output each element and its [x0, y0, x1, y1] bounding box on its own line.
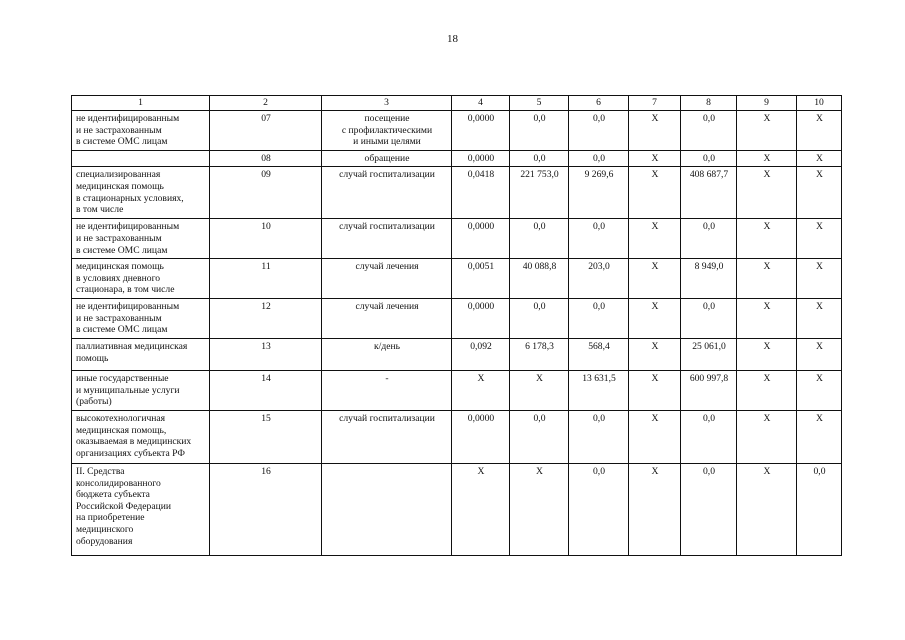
value-cell-10: Х	[797, 219, 842, 259]
row-label-line: паллиативная медицинская	[76, 340, 188, 352]
row-label-line: на приобретение	[76, 512, 145, 524]
row-code: 07	[210, 111, 322, 151]
unit-cell	[322, 150, 452, 167]
table-row	[72, 259, 842, 299]
value-cell-9: Х	[737, 167, 797, 219]
value-cell-10: Х	[797, 259, 842, 299]
unit-cell-line: посещение	[364, 113, 410, 124]
unit-cell-line: -	[385, 372, 389, 384]
row-code: 11	[210, 259, 322, 299]
row-label-line: помощь	[76, 352, 109, 364]
header-cell: 3	[322, 96, 452, 111]
row-label-line: организациях субъекта РФ	[76, 447, 185, 459]
value-cell-10: Х	[797, 299, 842, 339]
value-cell-10: Х	[797, 370, 842, 410]
value-cell-8: 25 061,0	[681, 338, 737, 370]
value-cell-5: 0,0	[510, 111, 569, 151]
header-cell: 2	[210, 96, 322, 111]
value-cell-4: 0,0000	[452, 299, 510, 339]
value-cell-4: 0,0000	[452, 150, 510, 167]
value-cell-6: 0,0	[569, 410, 629, 463]
table-row	[72, 150, 842, 167]
value-cell-10: Х	[797, 338, 842, 370]
row-label-line: медицинская помощь	[76, 180, 164, 192]
value-cell-7: Х	[629, 167, 681, 219]
value-cell-5: Х	[510, 370, 569, 410]
unit-cell-line: случай госпитализации	[339, 169, 435, 181]
row-label-line: в системе ОМС лицам	[76, 136, 168, 148]
row-label-line: медицинская помощь,	[76, 424, 167, 436]
value-cell-7: Х	[629, 410, 681, 463]
value-cell-9: Х	[737, 299, 797, 339]
unit-cell-line: случай лечения	[355, 301, 419, 313]
value-cell-7: Х	[629, 150, 681, 167]
row-label-line: не идентифицированным	[76, 301, 180, 313]
value-cell-4: 0,092	[452, 338, 510, 370]
value-cell-5: 0,0	[510, 410, 569, 463]
unit-cell-line: к/день	[374, 340, 400, 352]
row-label-line: в стационарных условиях,	[76, 192, 184, 204]
value-cell-4: Х	[452, 463, 510, 555]
row-label-line: в том числе	[76, 204, 124, 216]
row-label-line: в системе ОМС лицам	[76, 324, 168, 336]
value-cell-9: Х	[737, 370, 797, 410]
row-code: 13	[210, 338, 322, 370]
table-row	[72, 167, 842, 219]
row-label-line: иные государственные	[76, 372, 169, 384]
header-cell: 7	[629, 96, 681, 111]
value-cell-7: Х	[629, 463, 681, 555]
row-label	[72, 167, 210, 219]
unit-cell	[322, 370, 452, 410]
unit-cell	[322, 299, 452, 339]
value-cell-6: 0,0	[569, 219, 629, 259]
row-label	[72, 370, 210, 410]
unit-cell	[322, 167, 452, 219]
row-label-line: и муниципальные услуги	[76, 384, 180, 396]
row-label-line: бюджета субъекта	[76, 489, 150, 501]
header-cell: 8	[681, 96, 737, 111]
value-cell-9: Х	[737, 410, 797, 463]
row-label	[72, 150, 210, 167]
row-code: 10	[210, 219, 322, 259]
value-cell-8: 0,0	[681, 111, 737, 151]
value-cell-6: 9 269,6	[569, 167, 629, 219]
row-label-line: оборудования	[76, 535, 133, 547]
value-cell-10: Х	[797, 111, 842, 151]
row-label	[72, 219, 210, 259]
value-cell-9: Х	[737, 219, 797, 259]
header-row	[72, 96, 842, 111]
value-cell-5: Х	[510, 463, 569, 555]
value-cell-8: 0,0	[681, 299, 737, 339]
value-cell-7: Х	[629, 299, 681, 339]
value-cell-5: 0,0	[510, 150, 569, 167]
row-label-line: и не застрахованным	[76, 232, 162, 244]
value-cell-4: 0,0051	[452, 259, 510, 299]
row-code: 14	[210, 370, 322, 410]
value-cell-8: 0,0	[681, 219, 737, 259]
value-cell-4: 0,0418	[452, 167, 510, 219]
value-cell-9: Х	[737, 463, 797, 555]
unit-cell-line: и иными целями	[353, 136, 421, 148]
value-cell-5: 221 753,0	[510, 167, 569, 219]
unit-cell	[322, 111, 452, 151]
row-label-line: стационара, в том числе	[76, 284, 175, 296]
value-cell-4: 0,0000	[452, 410, 510, 463]
value-cell-7: Х	[629, 370, 681, 410]
row-label-line: и не застрахованным	[76, 124, 162, 136]
value-cell-8: 8 949,0	[681, 259, 737, 299]
table-row	[72, 299, 842, 339]
unit-cell	[322, 463, 452, 555]
row-label-line: в системе ОМС лицам	[76, 244, 168, 256]
row-label	[72, 410, 210, 463]
value-cell-6: 203,0	[569, 259, 629, 299]
header-cell: 9	[737, 96, 797, 111]
value-cell-10: 0,0	[797, 463, 842, 555]
value-cell-6: 0,0	[569, 463, 629, 555]
row-label-line: специализированная	[76, 169, 161, 181]
row-code: 09	[210, 167, 322, 219]
value-cell-7: Х	[629, 111, 681, 151]
value-cell-5: 0,0	[510, 219, 569, 259]
value-cell-9: Х	[737, 111, 797, 151]
unit-cell-line: обращение	[364, 152, 410, 164]
value-cell-4: Х	[452, 370, 510, 410]
value-cell-6: 0,0	[569, 299, 629, 339]
row-label-line: не идентифицированным	[76, 221, 180, 233]
value-cell-10: Х	[797, 150, 842, 167]
value-cell-8: 0,0	[681, 463, 737, 555]
value-cell-4: 0,0000	[452, 219, 510, 259]
table-row	[72, 338, 842, 370]
row-label-line: в условиях дневного	[76, 272, 161, 284]
unit-cell-line: случай госпитализации	[339, 221, 435, 233]
table-row	[72, 111, 842, 151]
unit-cell	[322, 338, 452, 370]
row-label	[72, 463, 210, 555]
table-row	[72, 219, 842, 259]
value-cell-8: 0,0	[681, 410, 737, 463]
row-label-line: медицинская помощь	[76, 261, 164, 273]
value-cell-7: Х	[629, 338, 681, 370]
header-cell: 5	[510, 96, 569, 111]
unit-cell-line: с профилактическими	[341, 124, 433, 136]
value-cell-7: Х	[629, 219, 681, 259]
value-cell-9: Х	[737, 259, 797, 299]
row-label	[72, 299, 210, 339]
row-label	[72, 338, 210, 370]
value-cell-8: 600 997,8	[681, 370, 737, 410]
table-row	[72, 463, 842, 555]
unit-cell	[322, 410, 452, 463]
row-code: 12	[210, 299, 322, 339]
funding-table	[71, 95, 842, 556]
value-cell-5: 40 088,8	[510, 259, 569, 299]
value-cell-8: 408 687,7	[681, 167, 737, 219]
value-cell-7: Х	[629, 259, 681, 299]
row-label-line: медицинского	[76, 523, 134, 535]
table-row	[72, 370, 842, 410]
row-label-line: не идентифицированным	[76, 113, 180, 124]
table-row	[72, 410, 842, 463]
row-label-line: и не застрахованным	[76, 312, 162, 324]
header-cell: 4	[452, 96, 510, 111]
value-cell-10: Х	[797, 410, 842, 463]
row-label	[72, 111, 210, 151]
row-label-line: (работы)	[76, 396, 112, 408]
header-cell: 1	[72, 96, 210, 111]
row-label-line: высокотехнологичная	[76, 412, 166, 424]
value-cell-5: 6 178,3	[510, 338, 569, 370]
value-cell-10: Х	[797, 167, 842, 219]
row-label-line: консолидированного	[76, 477, 161, 489]
page-number: 18	[447, 33, 458, 45]
value-cell-6: 13 631,5	[569, 370, 629, 410]
value-cell-5: 0,0	[510, 299, 569, 339]
value-cell-6: 0,0	[569, 111, 629, 151]
value-cell-9: Х	[737, 150, 797, 167]
unit-cell	[322, 259, 452, 299]
header-cell: 6	[569, 96, 629, 111]
value-cell-6: 568,4	[569, 338, 629, 370]
header-cell: 10	[797, 96, 842, 111]
value-cell-9: Х	[737, 338, 797, 370]
value-cell-6: 0,0	[569, 150, 629, 167]
value-cell-8: 0,0	[681, 150, 737, 167]
value-cell-4: 0,0000	[452, 111, 510, 151]
row-code: 15	[210, 410, 322, 463]
unit-cell	[322, 219, 452, 259]
row-label-line: оказываемая в медицинских	[76, 436, 192, 448]
row-label-line: Российской Федерации	[76, 500, 171, 512]
unit-cell-line: случай госпитализации	[339, 412, 435, 424]
row-code: 08	[210, 150, 322, 167]
row-label	[72, 259, 210, 299]
row-label-line: II. Средства	[76, 465, 125, 477]
unit-cell-line: случай лечения	[355, 261, 419, 273]
row-code: 16	[210, 463, 322, 555]
